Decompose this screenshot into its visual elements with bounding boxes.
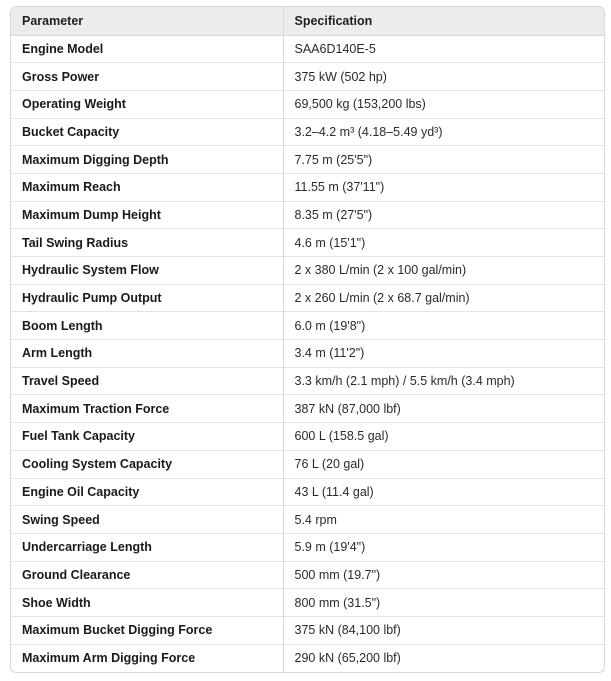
parameter-cell: Undercarriage Length — [11, 533, 283, 561]
parameter-cell: Operating Weight — [11, 90, 283, 118]
specification-cell: 8.35 m (27'5") — [283, 201, 604, 229]
parameter-cell: Travel Speed — [11, 367, 283, 395]
parameter-cell: Boom Length — [11, 312, 283, 340]
parameter-cell: Swing Speed — [11, 506, 283, 534]
specification-cell: 2 x 260 L/min (2 x 68.7 gal/min) — [283, 284, 604, 312]
table-header — [11, 7, 604, 35]
specification-cell: 69,500 kg (153,200 lbs) — [283, 90, 604, 118]
table-row — [11, 257, 604, 285]
spec-table — [11, 7, 604, 672]
table-row — [11, 561, 604, 589]
specification-cell: 43 L (11.4 gal) — [283, 478, 604, 506]
specification-cell: 387 kN (87,000 lbf) — [283, 395, 604, 423]
parameter-cell: Maximum Reach — [11, 173, 283, 201]
parameter-cell: Maximum Digging Depth — [11, 146, 283, 174]
parameter-cell: Fuel Tank Capacity — [11, 423, 283, 451]
parameter-cell: Engine Oil Capacity — [11, 478, 283, 506]
specification-cell: 3.3 km/h (2.1 mph) / 5.5 km/h (3.4 mph) — [283, 367, 604, 395]
table-row — [11, 201, 604, 229]
parameter-cell: Engine Model — [11, 35, 283, 63]
header-specification: Specification — [283, 7, 604, 35]
specification-cell: 6.0 m (19'8") — [283, 312, 604, 340]
table-row — [11, 616, 604, 644]
table-body — [11, 35, 604, 672]
parameter-cell: Maximum Arm Digging Force — [11, 644, 283, 672]
specification-cell: 375 kW (502 hp) — [283, 63, 604, 91]
table-row — [11, 90, 604, 118]
specification-cell: 4.6 m (15'1") — [283, 229, 604, 257]
specification-cell: 3.2–4.2 m³ (4.18–5.49 yd³) — [283, 118, 604, 146]
table-row — [11, 450, 604, 478]
table-row — [11, 506, 604, 534]
parameter-cell: Arm Length — [11, 340, 283, 368]
parameter-cell: Gross Power — [11, 63, 283, 91]
table-row — [11, 229, 604, 257]
parameter-cell: Hydraulic System Flow — [11, 257, 283, 285]
specification-cell: SAA6D140E-5 — [283, 35, 604, 63]
parameter-cell: Hydraulic Pump Output — [11, 284, 283, 312]
table-row — [11, 589, 604, 617]
specification-cell: 11.55 m (37'11") — [283, 173, 604, 201]
specification-cell: 375 kN (84,100 lbf) — [283, 616, 604, 644]
parameter-cell: Shoe Width — [11, 589, 283, 617]
table-row — [11, 312, 604, 340]
parameter-cell: Cooling System Capacity — [11, 450, 283, 478]
table-row — [11, 478, 604, 506]
specification-cell: 7.75 m (25'5") — [283, 146, 604, 174]
table-row — [11, 173, 604, 201]
specification-cell: 290 kN (65,200 lbf) — [283, 644, 604, 672]
parameter-cell: Maximum Bucket Digging Force — [11, 616, 283, 644]
specification-cell: 600 L (158.5 gal) — [283, 423, 604, 451]
specification-cell: 3.4 m (11'2") — [283, 340, 604, 368]
table-row — [11, 423, 604, 451]
specification-cell: 500 mm (19.7") — [283, 561, 604, 589]
spec-table-container — [10, 6, 605, 673]
header-row — [11, 7, 604, 35]
table-row — [11, 284, 604, 312]
table-row — [11, 533, 604, 561]
specification-cell: 5.9 m (19'4") — [283, 533, 604, 561]
parameter-cell: Maximum Traction Force — [11, 395, 283, 423]
parameter-cell: Tail Swing Radius — [11, 229, 283, 257]
header-parameter: Parameter — [11, 7, 283, 35]
table-row — [11, 35, 604, 63]
specification-cell: 76 L (20 gal) — [283, 450, 604, 478]
table-row — [11, 340, 604, 368]
table-row — [11, 395, 604, 423]
table-row — [11, 146, 604, 174]
table-row — [11, 63, 604, 91]
parameter-cell: Ground Clearance — [11, 561, 283, 589]
table-row — [11, 118, 604, 146]
specification-cell: 800 mm (31.5") — [283, 589, 604, 617]
table-row — [11, 367, 604, 395]
parameter-cell: Bucket Capacity — [11, 118, 283, 146]
parameter-cell: Maximum Dump Height — [11, 201, 283, 229]
table-row — [11, 644, 604, 672]
specification-cell: 5.4 rpm — [283, 506, 604, 534]
specification-cell: 2 x 380 L/min (2 x 100 gal/min) — [283, 257, 604, 285]
